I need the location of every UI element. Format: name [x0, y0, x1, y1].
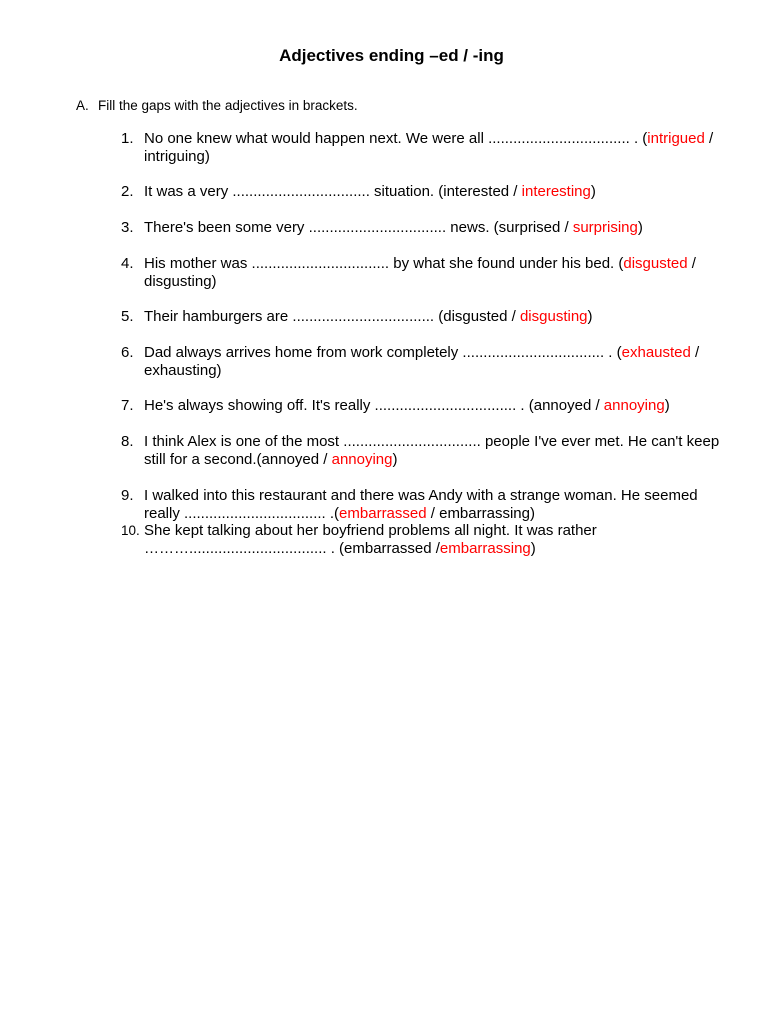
sentence-text: ): [587, 308, 593, 325]
item-number: 10.: [121, 523, 140, 538]
exercise-item: [144, 487, 734, 523]
answer-word: interesting: [521, 183, 591, 200]
sentence-text: No one knew what would happen next. We were all .................................. . (: [144, 130, 648, 147]
item-number: 9.: [121, 487, 134, 504]
answer-word: surprising: [572, 219, 638, 236]
sentence-text: ): [530, 540, 536, 557]
section-instruction: [76, 97, 358, 114]
answer-word: annoying: [603, 397, 665, 414]
sentence-text: She kept talking about her boyfriend problems all night. It was rather ………................................. . (embarrassed /: [144, 522, 597, 557]
sentence-text: ): [664, 397, 670, 414]
sentence-text: / embarrassing): [426, 505, 535, 522]
answer-word: intrigued: [647, 130, 705, 147]
page-title: Adjectives ending –ed / -ing: [279, 46, 504, 65]
sentence-text: / exhausting): [144, 344, 700, 379]
item-number: 5.: [121, 308, 134, 325]
item-number: 3.: [121, 219, 134, 236]
sentence-text: ): [392, 451, 398, 468]
instruction-text: Fill the gaps with the adjectives in brackets.: [98, 98, 358, 113]
answer-word: disgusted: [623, 255, 688, 272]
item-number: 6.: [121, 344, 134, 361]
item-number: 4.: [121, 255, 134, 272]
sentence-text: / disgusting): [144, 255, 696, 290]
exercise-item: [144, 397, 734, 415]
item-number: 1.: [121, 130, 134, 147]
exercise-item: [144, 522, 734, 558]
item-number: 2.: [121, 183, 134, 200]
sentence-text: I think Alex is one of the most ................................. people I've ever met. He can't keep still for a second.(annoyed /: [144, 433, 720, 468]
exercise-item: [144, 183, 734, 201]
item-number: 7.: [121, 397, 134, 414]
sentence-text: ): [637, 219, 643, 236]
exercise-item: [144, 219, 734, 237]
item-number: 8.: [121, 433, 134, 450]
answer-word: exhausted: [621, 344, 691, 361]
exercise-item: [144, 255, 734, 291]
exercise-item: [144, 433, 734, 469]
sentence-text: Their hamburgers are .................................. (disgusted /: [144, 308, 520, 325]
exercise-item: [144, 344, 734, 380]
sentence-text: His mother was ................................. by what she found under his bed. (: [144, 255, 624, 272]
answer-word: disgusting: [519, 308, 588, 325]
sentence-text: He's always showing off. It's really .................................. . (annoyed /: [144, 397, 604, 414]
answer-word: annoying: [331, 451, 393, 468]
sentence-text: Dad always arrives home from work completely .................................. . (: [144, 344, 622, 361]
section-letter: A.: [76, 98, 89, 113]
answer-word: embarrassing: [439, 540, 531, 557]
sentence-text: There's been some very ................................. news. (surprised /: [144, 219, 573, 236]
sentence-text: ): [590, 183, 596, 200]
sentence-text: / intriguing): [144, 130, 714, 165]
sentence-text: It was a very ................................. situation. (interested /: [144, 183, 522, 200]
sentence-text: I walked into this restaurant and there was Andy with a strange woman. He seemed really .................................. .(: [144, 487, 698, 522]
answer-word: embarrassed: [339, 505, 427, 522]
exercise-item: [144, 130, 734, 166]
exercise-item: [144, 308, 734, 326]
